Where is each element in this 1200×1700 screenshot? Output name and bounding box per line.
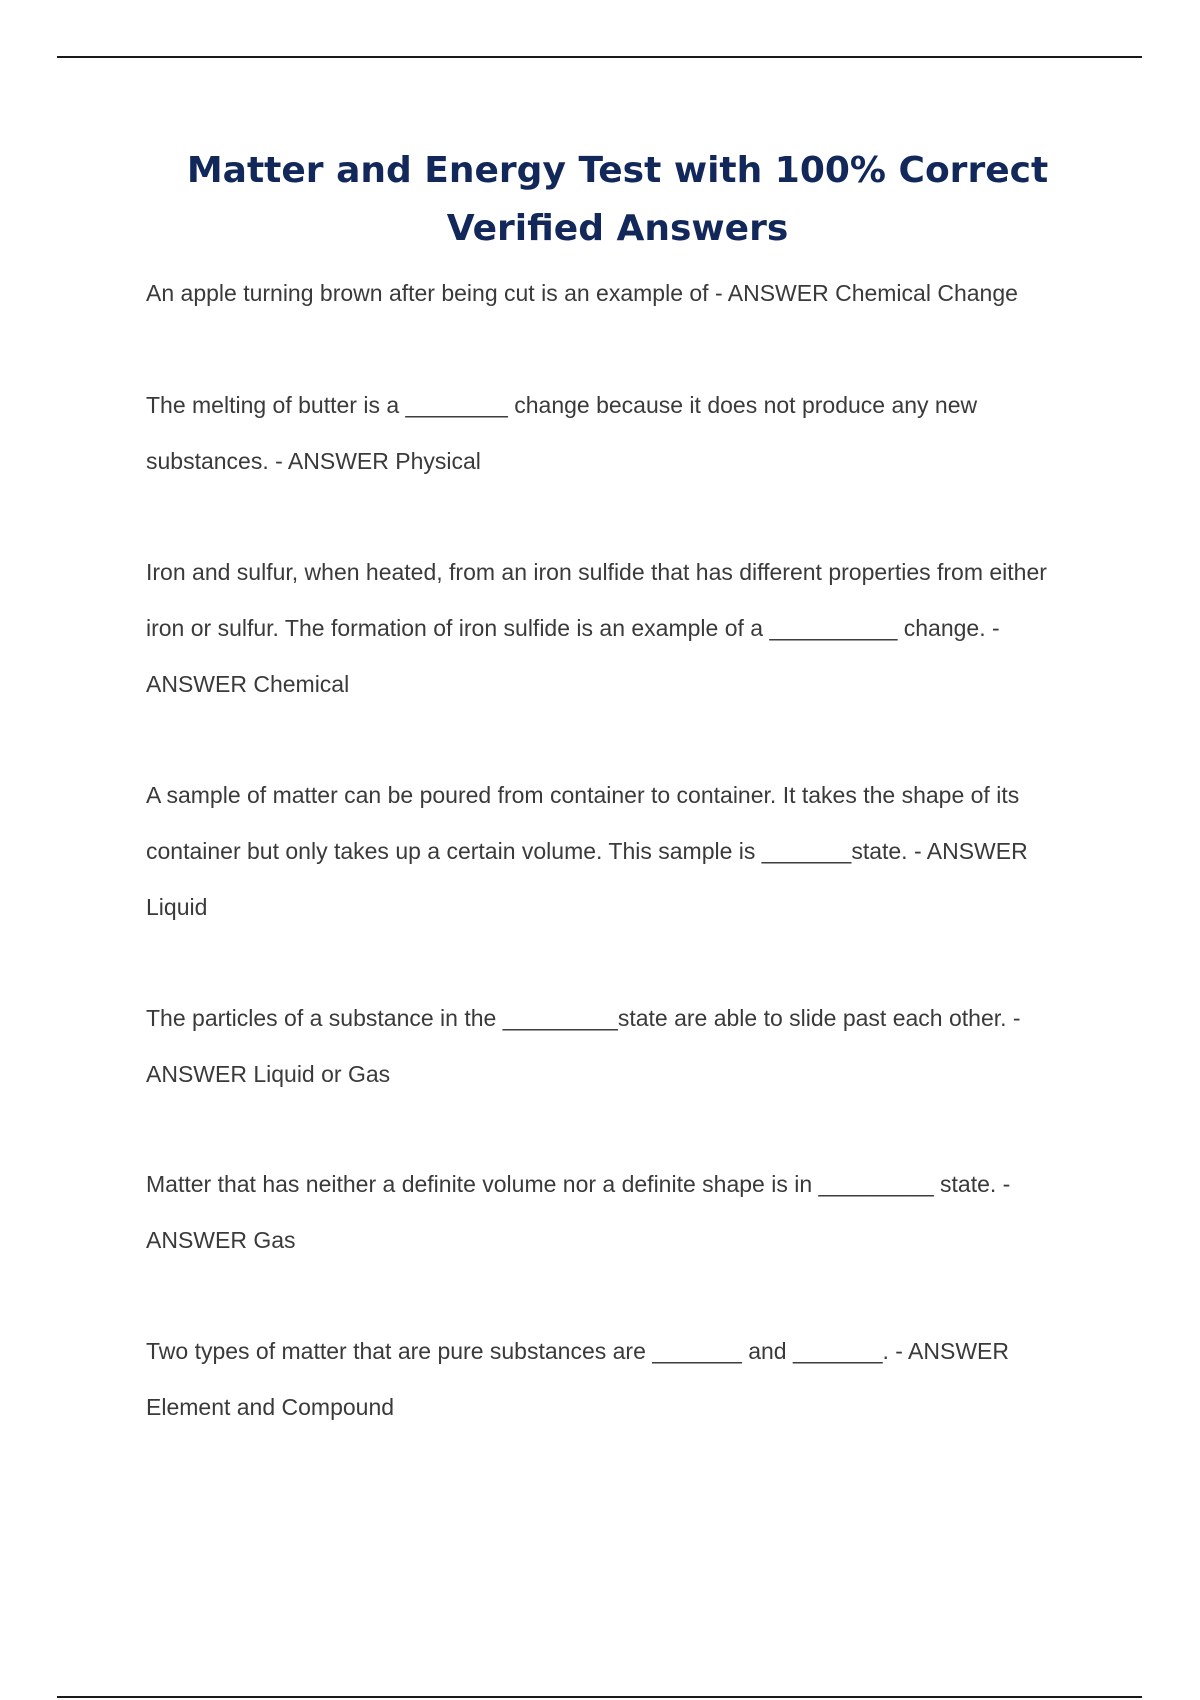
- qa-item-4: A sample of matter can be poured from container to container. It takes the shape of its container but only takes up a certain volume. This sample is _______state. - ANSWER Liquid: [146, 782, 1028, 920]
- page-title: Matter and Energy Test with 100% Correct Verified Answers: [186, 150, 1049, 249]
- qa-item-5: The particles of a substance in the _________state are able to slide past each other. - ANSWER Liquid or Gas: [146, 1005, 1021, 1087]
- qa-item-7: Two types of matter that are pure substances are _______ and _______. - ANSWER Element and Compound: [146, 1338, 1010, 1420]
- header-rule: [57, 56, 1142, 58]
- qa-item-2: The melting of butter is a ________ change because it does not produce any new substances. - ANSWER Physical: [146, 392, 978, 474]
- qa-item-6: Matter that has neither a definite volume nor a definite shape is in _________ state. - ANSWER Gas: [146, 1171, 1011, 1253]
- qa-item-3: Iron and sulfur, when heated, from an iron sulfide that has different properties from either iron or sulfur. The formation of iron sulfide is an example of a __________ change. - ANSWER Chemical: [146, 559, 1047, 697]
- qa-item-1: An apple turning brown after being cut is an example of - ANSWER Chemical Change: [146, 280, 1018, 306]
- footer-rule: [57, 1696, 1142, 1698]
